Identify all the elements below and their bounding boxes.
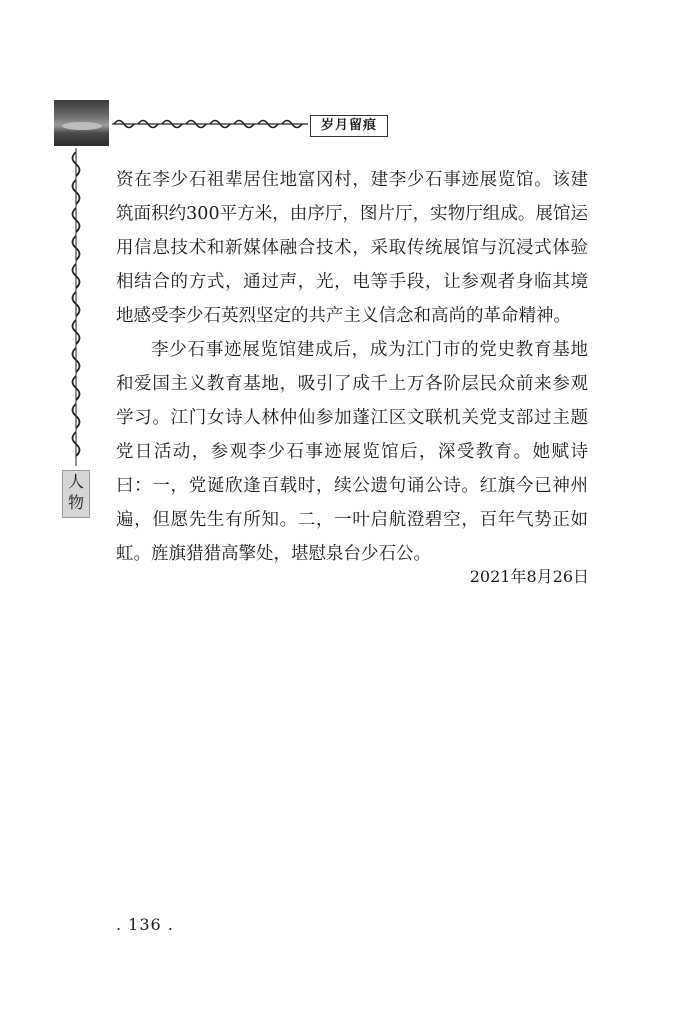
paragraph: 资在李少石祖辈居住地富冈村，建李少石事迹展览馆。该建筑面积约300平方米，由序厅，图片厅，实物厅组成。展馆运用信息技术和新媒体融合技术，采取传统展馆与沉浸式体验相结合的方式，通过声，光，电等手段，让参观者身临其境地感受李少石英烈坚定的共产主义信念和高尚的革命精神。 bbox=[116, 170, 588, 326]
scroll-ornament-icon bbox=[112, 116, 308, 132]
page-number: . 136 . bbox=[116, 915, 174, 934]
side-label-char: 物 bbox=[67, 493, 84, 512]
date-line: 2021年8月26日 bbox=[469, 567, 589, 586]
chapter-side-label bbox=[62, 470, 90, 518]
vertical-ornament-border bbox=[64, 148, 88, 466]
section-title: 岁月留痕 bbox=[310, 115, 388, 137]
side-label-char: 人 bbox=[67, 472, 84, 491]
paragraph: 李少石事迹展览馆建成后，成为江门市的党史教育基地和爱国主义教育基地，吸引了成千上万各阶层民众前来参观学习。江门女诗人林仲仙参加蓬江区文联机关党支部过主题党日活动，参观李少石事迹展览馆后，深受教育。她赋诗曰：一，党诞欣逢百载时，续公遗句诵公诗。红旗今已神州遍，但愿先生有所知。二，一叶启航澄碧空，百年气势正如虹。旌旗猎猎高擎处，堪慰泉台少石公。 bbox=[116, 340, 588, 564]
body-text bbox=[116, 163, 588, 571]
landscape-photo-icon bbox=[54, 100, 109, 146]
